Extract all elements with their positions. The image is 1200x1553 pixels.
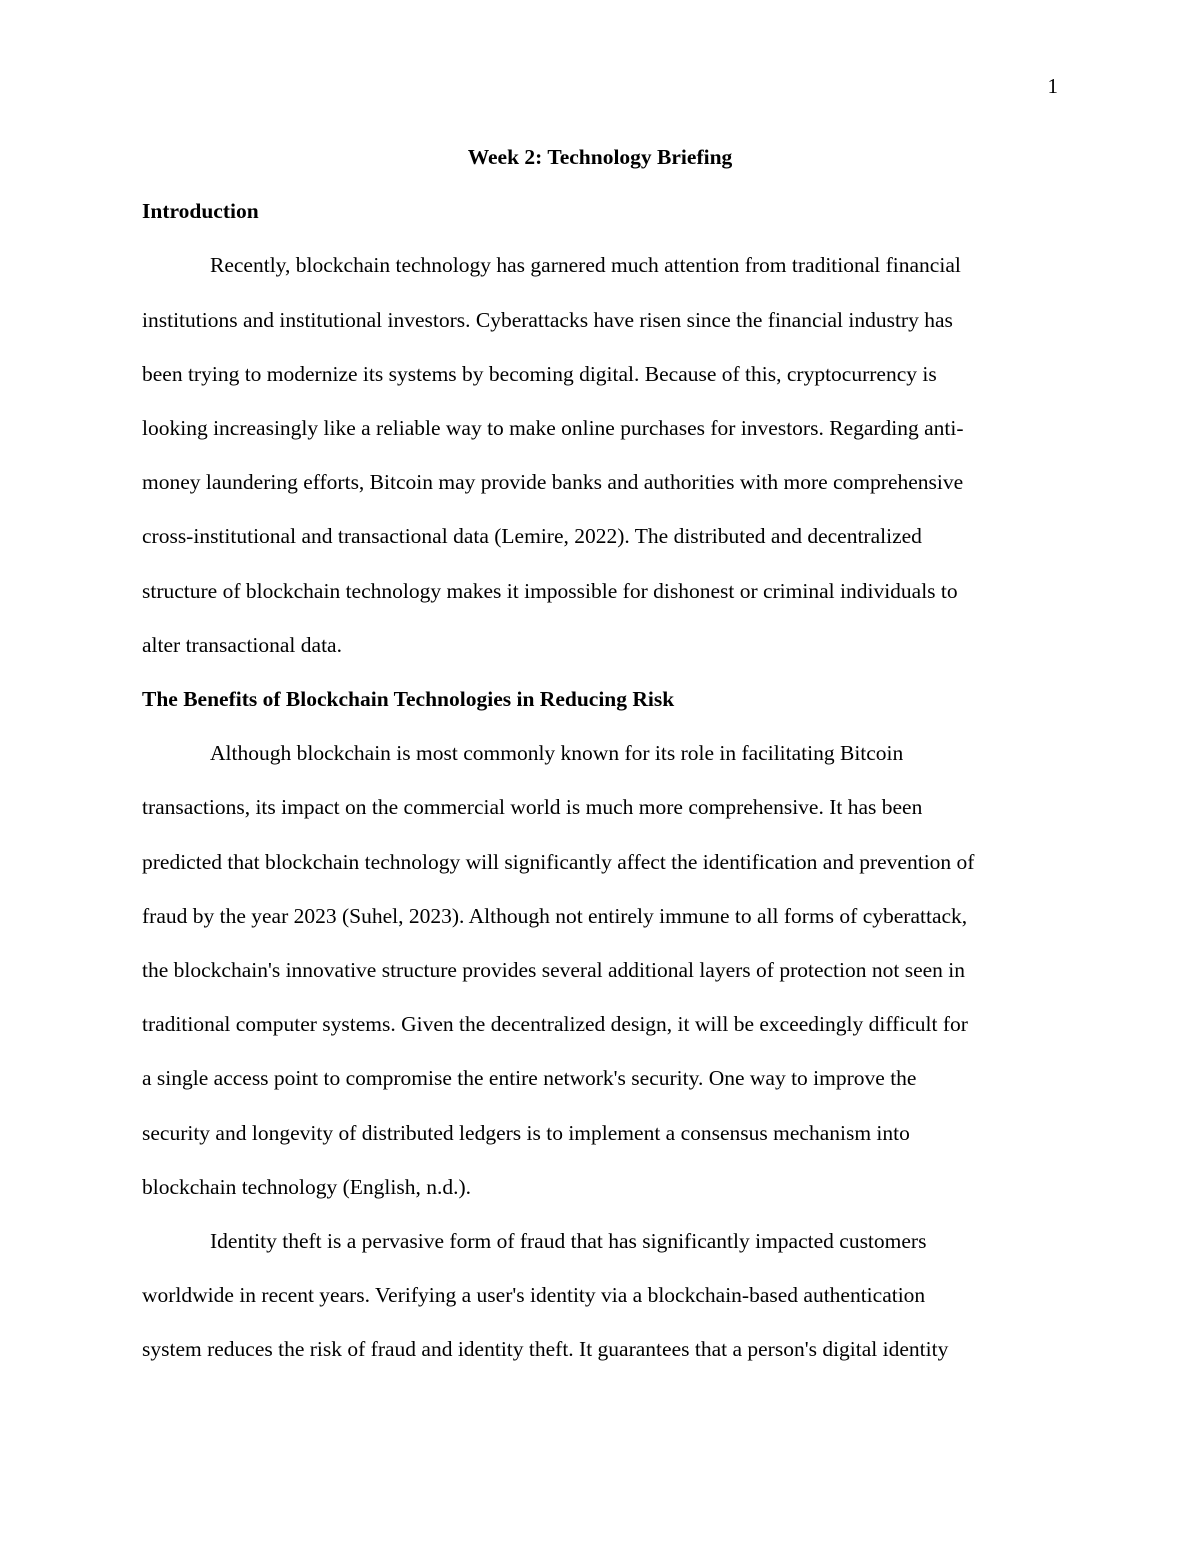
section-introduction	[142, 184, 1058, 672]
page-number: 1	[1047, 74, 1058, 98]
document-title: Week 2: Technology Briefing	[467, 145, 733, 169]
section-heading: Introduction	[142, 199, 259, 224]
document-body	[142, 130, 1058, 1377]
paragraph: Identity theft is a pervasive form of fraud that has significantly impacted customers worldwide in recent years. Verifying a user's identity via a blockchain-based authentication system reduces the risk of fraud and identity theft. It guarantees that a person's digital identity	[142, 1229, 949, 1362]
section-benefits	[142, 672, 1058, 1377]
paragraph: Although blockchain is most commonly known for its role in facilitating Bitcoin transactions, its impact on the commercial world is much more comprehensive. It has been predicted that blockchain technology will significantly affect the identification and prevention of fraud by the year 2023 (Suhel, 2023). Although not entirely immune to all forms of cyberattack, the blockchain's innovative structure provides several additional layers of protection not seen in traditional computer systems. Given the decentralized design, it will be exceedingly difficult for a single access point to compromise the entire network's security. One way to improve the security and longevity of distributed ledgers is to implement a consensus mechanism into blockchain technology (English, n.d.).	[142, 741, 975, 1199]
section-heading: The Benefits of Blockchain Technologies in Reducing Risk	[142, 687, 675, 712]
paragraph: Recently, blockchain technology has garnered much attention from traditional financial institutions and institutional investors. Cyberattacks have risen since the financial industry has been trying to modernize its systems by becoming digital. Because of this, cryptocurrency is looking increasingly like a reliable way to make online purchases for investors. Regarding anti- money laundering efforts, Bitcoin may provide banks and authorities with more comprehensive cross-institutional and transactional data (Lemire, 2022). The distributed and decentralized structure of blockchain technology makes it impossible for dishonest or criminal individuals to alter transactional data.	[142, 253, 964, 657]
